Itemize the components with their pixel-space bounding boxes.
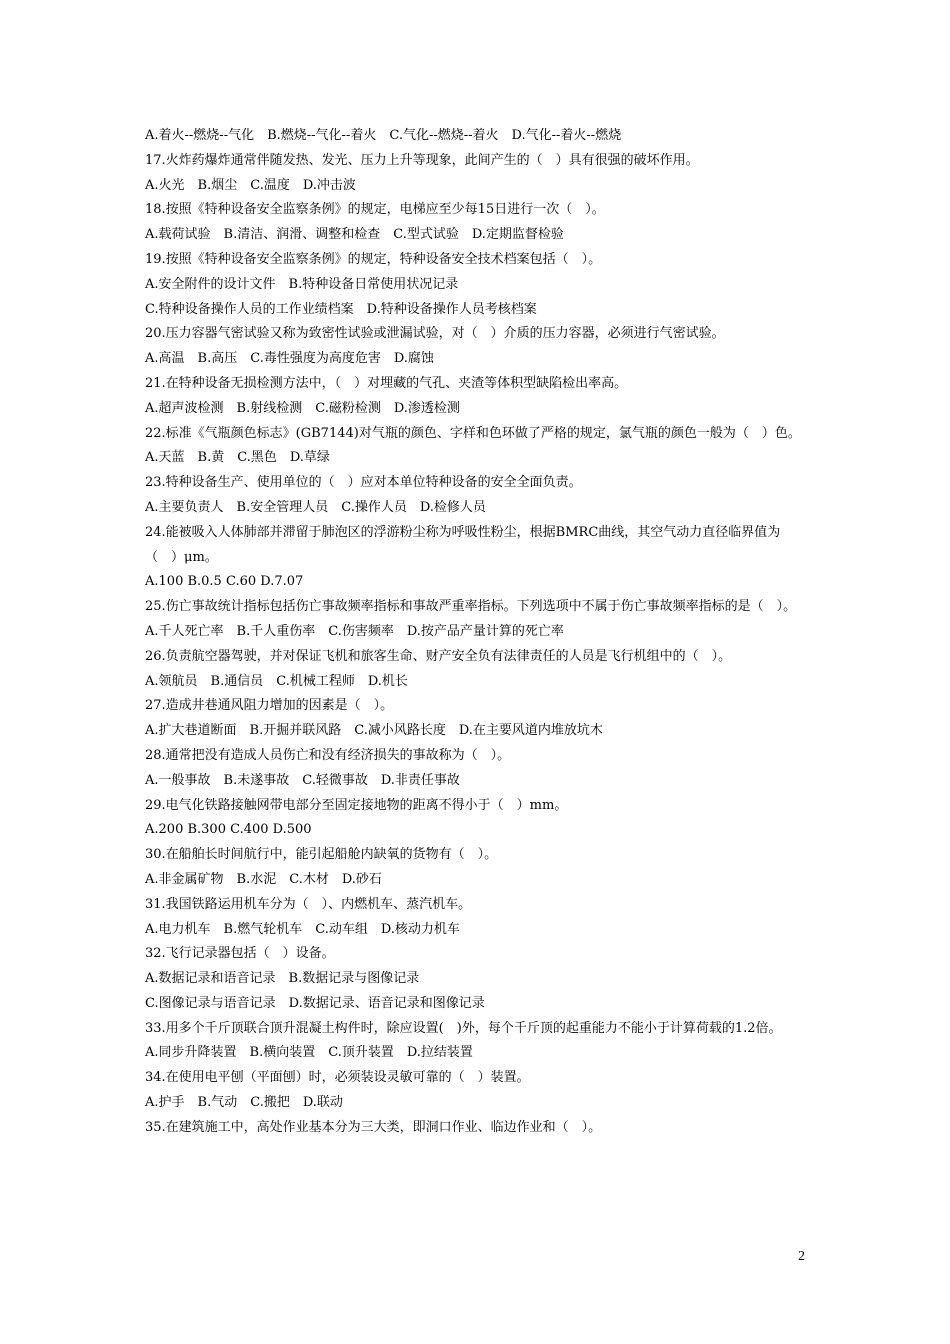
text-line: 28.通常把没有造成人员伤亡和没有经济损失的事故称为（ ）。 bbox=[145, 747, 511, 763]
text-line: 29.电气化铁路接触网带电部分至固定接地物的距离不得小于（ ）mm。 bbox=[145, 797, 568, 813]
text-line: A.同步升降装置 B.横向装置 C.顶升装置 D.拉结装置 bbox=[145, 1045, 473, 1061]
text-line: 35.在建筑施工中，高处作业基本分为三大类，即洞口作业、临边作业和（ ）。 bbox=[145, 1119, 602, 1135]
text-line: A.扩大巷道断面 B.开掘并联风路 C.减小风路长度 D.在主要风道内堆放坑木 bbox=[145, 723, 603, 739]
text-line: A.一般事故 B.未遂事故 C.轻微事故 D.非责任事故 bbox=[145, 772, 460, 788]
text-line: A.载荷试验 B.清洁、润滑、调整和检查 C.型式试验 D.定期监督检验 bbox=[145, 227, 564, 243]
text-line: A.电力机车 B.燃气轮机车 C.动车组 D.核动力机车 bbox=[145, 921, 460, 937]
page-number: 2 bbox=[798, 1249, 805, 1264]
text-line: 22.标准《气瓶颜色标志》(GB7144)对气瓶的颜色、字样和色环做了严格的规定，氯气瓶的颜色一般为（ ）色。 bbox=[145, 425, 801, 441]
text-line: A.非金属矿物 B.水泥 C.木材 D.砂石 bbox=[145, 871, 382, 887]
text-line: 25.伤亡事故统计指标包括伤亡事故频率指标和事故严重率指标。下列选项中不属于伤亡事故频率指标的是（ ）。 bbox=[145, 599, 797, 615]
text-line: 31.我国铁路运用机车分为（ ）、内燃机车、蒸汽机车。 bbox=[145, 896, 472, 912]
text-line: 18.按照《特种设备安全监察条例》的规定，电梯应至少每15日进行一次（ ）。 bbox=[145, 202, 605, 218]
text-line: A.天蓝 B.黄 C.黑色 D.草绿 bbox=[145, 450, 330, 466]
text-line: A.200 B.300 C.400 D.500 bbox=[145, 822, 312, 838]
text-line: A.护手 B.气动 C.搬把 D.联动 bbox=[145, 1095, 343, 1111]
text-line: A.100 B.0.5 C.60 D.7.07 bbox=[145, 574, 304, 590]
text-line: A.数据记录和语音记录 B.数据记录与图像记录 bbox=[145, 971, 420, 987]
text-line: A.主要负责人 B.安全管理人员 C.操作人员 D.检修人员 bbox=[145, 499, 486, 515]
text-line: 30.在船舶长时间航行中，能引起船舱内缺氧的货物有（ ）。 bbox=[145, 847, 498, 863]
text-line: 33.用多个千斤顶联合顶升混凝土构件时，除应设置( )外，每个千斤顶的起重能力不能小于计算荷载的1.2倍。 bbox=[145, 1020, 782, 1036]
text-line: 21.在特种设备无损检测方法中，（ ）对埋藏的气孔、夹渣等体积型缺陷检出率高。 bbox=[145, 375, 628, 391]
text-line: 26.负责航空器驾驶，并对保证飞机和旅客生命、财产安全负有法律责任的人员是飞行机组中的（ ）。 bbox=[145, 648, 732, 664]
text-line: 34.在使用电平刨（平面刨）时，必须装设灵敏可靠的（ ）装置。 bbox=[145, 1070, 530, 1086]
text-line: 24.能被吸入人体肺部并滞留于肺泡区的浮游粉尘称为呼吸性粉尘，根据BMRC曲线，其空气动力直径临界值为（ ）μm。 bbox=[145, 524, 781, 565]
text-line: A.高温 B.高压 C.毒性强度为高度危害 D.腐蚀 bbox=[145, 351, 434, 367]
text-line: C.图像记录与语音记录 D.数据记录、语音记录和图像记录 bbox=[145, 995, 485, 1011]
text-line: 27.造成井巷通风阻力增加的因素是（ ）。 bbox=[145, 698, 394, 714]
text-line: 32.飞行记录器包括（ ）设备。 bbox=[145, 946, 335, 962]
text-line: 19.按照《特种设备安全监察条例》的规定，特种设备安全技术档案包括（ ）。 bbox=[145, 251, 602, 267]
text-line: A.千人死亡率 B.千人重伤率 C.伤害频率 D.按产品产量计算的死亡率 bbox=[145, 623, 564, 639]
text-line: A.超声波检测 B.射线检测 C.磁粉检测 D.渗透检测 bbox=[145, 400, 460, 416]
text-line: 17.火炸药爆炸通常伴随发热、发光、压力上升等现象，此间产生的（ ）具有很强的破坏作用。 bbox=[145, 152, 699, 168]
text-line: A.领航员 B.通信员 C.机械工程师 D.机长 bbox=[145, 673, 408, 689]
text-line: 20.压力容器气密试验又称为致密性试验或泄漏试验，对（ ）介质的压力容器，必须进行气密试验。 bbox=[145, 326, 725, 342]
text-line: A.火光 B.烟尘 C.温度 D.冲击波 bbox=[145, 177, 356, 193]
document-body bbox=[145, 124, 810, 1141]
text-line: A.着火--燃烧--气化 B.燃烧--气化--着火 C.气化--燃烧--着火 D.气化--着火--燃烧 bbox=[145, 128, 622, 143]
text-line: A.安全附件的设计文件 B.特种设备日常使用状况记录 bbox=[145, 276, 459, 292]
text-line: 23.特种设备生产、使用单位的（ ）应对本单位特种设备的安全全面负责。 bbox=[145, 475, 582, 491]
text-line: C.特种设备操作人员的工作业绩档案 D.特种设备操作人员考核档案 bbox=[145, 301, 537, 317]
